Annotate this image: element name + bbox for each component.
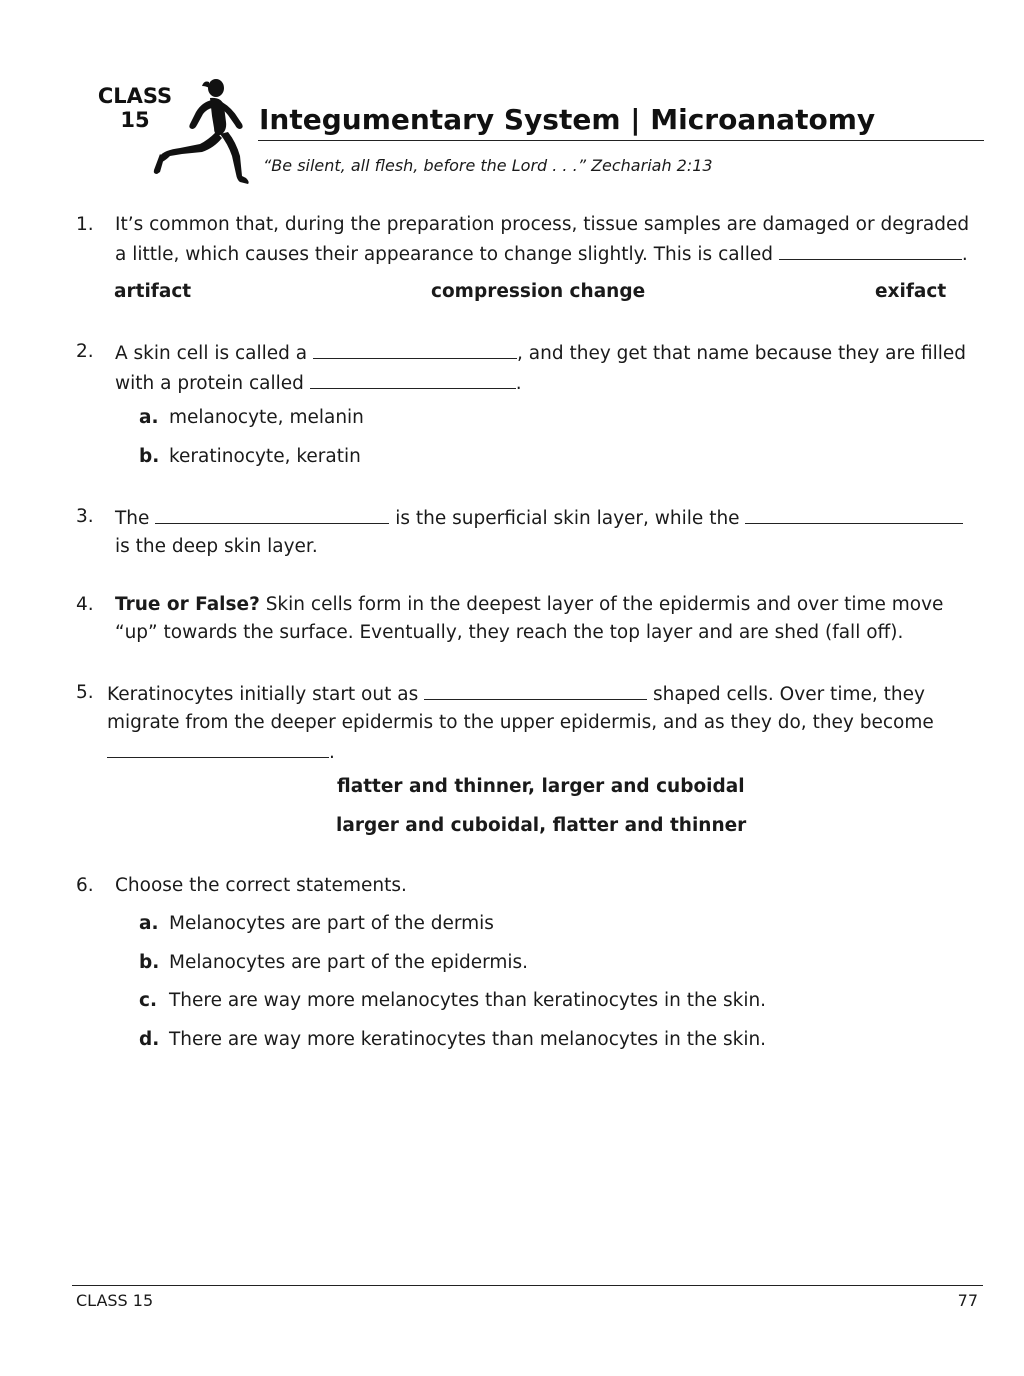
option-text: There are way more keratinocytes than melanocytes in the skin. (169, 1029, 767, 1050)
option-letter: d. (139, 1029, 160, 1050)
option-a[interactable] (139, 404, 364, 432)
option-letter: b. (139, 446, 160, 467)
question-text: shaped cells. Over time, they (653, 684, 925, 705)
question-text: It’s common that, during the preparation process, tissue samples are damaged or degraded (115, 214, 970, 235)
option-letter: c. (139, 990, 157, 1011)
option-text: keratinocyte, keratin (169, 446, 361, 467)
option-c[interactable] (139, 987, 766, 1015)
answer-blank[interactable] (310, 368, 516, 389)
option-text: Melanocytes are part of the dermis (169, 913, 494, 934)
choice-flatter-first[interactable]: flatter and thinner, larger and cuboidal (337, 776, 745, 797)
answer-blank[interactable] (779, 239, 962, 260)
question-text: “up” towards the surface. Eventually, they reach the top layer and are shed (fall off). (115, 622, 904, 643)
question-number: 6. (76, 875, 94, 896)
option-d[interactable] (139, 1026, 766, 1054)
question-4 (76, 591, 996, 647)
footer-class-label: CLASS 15 (76, 1291, 154, 1310)
question-5: 5. Keratinocytes initially start out as shaped cells. Over time, they migrate from the deeper epidermis to the upper epidermis, and as they do, they become . (76, 679, 996, 767)
question-text: migrate from the deeper epidermis to the upper epidermis, and as they do, they become (107, 712, 934, 733)
question-number: 3. (76, 506, 94, 527)
question-text: A skin cell is called a (115, 343, 308, 364)
question-text: is the superficial skin layer, while the (395, 508, 740, 529)
question-number: 1. (76, 214, 94, 235)
choice-artifact[interactable]: artifact (114, 281, 192, 302)
question-number: 5. (76, 682, 94, 703)
question-6 (76, 872, 996, 900)
title-divider (258, 140, 984, 141)
page-title: Integumentary System | Microanatomy (259, 103, 876, 136)
answer-blank[interactable] (745, 503, 963, 524)
class-number: 15 (120, 108, 150, 132)
question-text: Keratinocytes initially start out as (107, 684, 419, 705)
choice-compression-change[interactable]: compression change (431, 281, 646, 302)
question-text: , and they get that name because they are filled (517, 343, 967, 364)
option-letter: b. (139, 952, 160, 973)
choice-exifact[interactable]: exifact (875, 281, 947, 302)
question-number: 2. (76, 341, 94, 362)
option-text: There are way more melanocytes than keratinocytes in the skin. (169, 990, 767, 1011)
question-text: Choose the correct statements. (115, 875, 407, 896)
class-word: CLASS (97, 84, 173, 108)
question-text: a little, which causes their appearance to change slightly. This is called . (115, 239, 996, 269)
answer-blank[interactable] (313, 338, 517, 359)
question-1 (76, 211, 996, 269)
option-text: Melanocytes are part of the epidermis. (169, 952, 529, 973)
option-a[interactable] (139, 910, 494, 938)
true-false-label: True or False? (115, 594, 260, 615)
option-text: melanocyte, melanin (169, 407, 364, 428)
answer-blank[interactable] (107, 737, 329, 758)
runner-icon (152, 78, 252, 186)
option-letter: a. (139, 913, 159, 934)
option-b[interactable] (139, 949, 528, 977)
option-b[interactable] (139, 443, 361, 471)
footer-divider (72, 1285, 983, 1286)
question-number: 4. (76, 594, 94, 615)
answer-blank[interactable] (155, 503, 389, 524)
question-text: is the deep skin layer. (115, 536, 318, 557)
question-text: Skin cells form in the deepest layer of the epidermis and over time move (259, 594, 944, 615)
question-text: with a protein called (115, 373, 304, 394)
question-2: 2. A skin cell is called a , and they get that name because they are filled with a protein called . (76, 338, 996, 398)
question-text: The (115, 508, 150, 529)
option-letter: a. (139, 407, 159, 428)
choice-larger-first[interactable]: larger and cuboidal, flatter and thinner (336, 815, 747, 836)
answer-blank[interactable] (424, 679, 647, 700)
question-3 (76, 503, 996, 561)
scripture-verse: “Be silent, all flesh, before the Lord . . .” Zechariah 2:13 (263, 156, 713, 175)
page-number: 77 (957, 1291, 978, 1310)
